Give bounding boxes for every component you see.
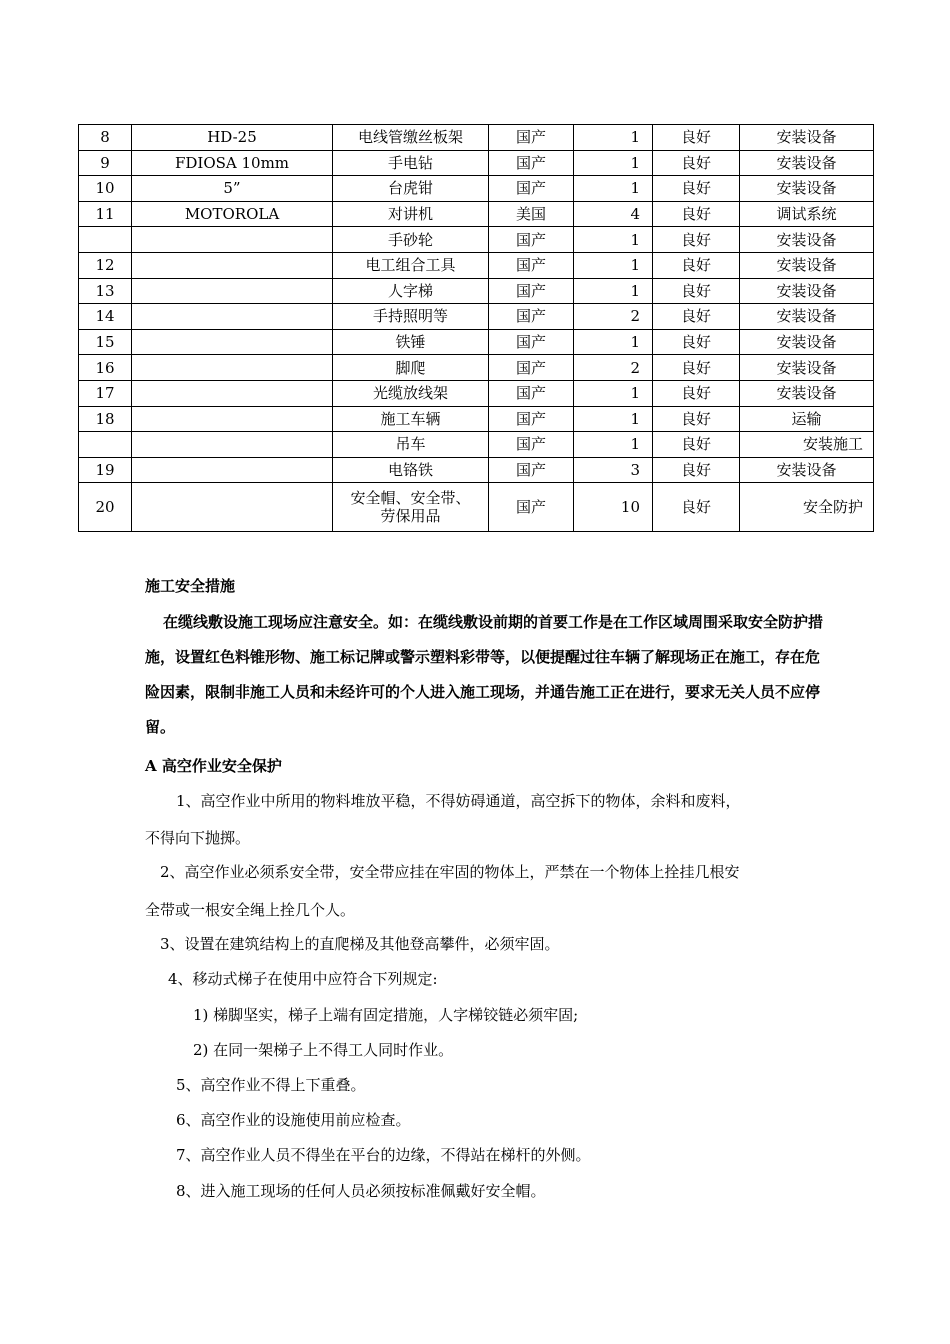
table-row xyxy=(79,380,874,406)
item-4: 4、移动式梯子在使用中应符合下列规定: xyxy=(168,970,438,988)
cell-use: 安装施工 xyxy=(740,432,874,458)
cell-no: 12 xyxy=(79,252,132,278)
equipment-table xyxy=(78,124,874,532)
cell-name: 人字梯 xyxy=(333,278,489,304)
cell-condition: 良好 xyxy=(653,201,740,227)
table-row xyxy=(79,406,874,432)
cell-use: 安装设备 xyxy=(740,457,874,483)
cell-model: FDIOSA 10mm xyxy=(132,150,333,176)
cell-use: 运输 xyxy=(740,406,874,432)
item-4-sub-1: 1) 梯脚坚实，梯子上端有固定措施，人字梯铰链必须牢固; xyxy=(193,1006,579,1024)
cell-name: 手电钻 xyxy=(333,150,489,176)
cell-name: 台虎钳 xyxy=(333,176,489,202)
item-8: 8、进入施工现场的任何人员必须按标准佩戴好安全帽。 xyxy=(176,1182,546,1200)
table-row xyxy=(79,227,874,253)
item-6: 6、高空作业的设施使用前应检查。 xyxy=(176,1111,411,1129)
cell-origin: 国产 xyxy=(489,227,574,253)
table-row xyxy=(79,125,874,151)
cell-qty: 1 xyxy=(574,406,653,432)
cell-model: HD-25 xyxy=(132,125,333,151)
cell-origin: 国产 xyxy=(489,432,574,458)
cell-no: 20 xyxy=(79,483,132,532)
table-row xyxy=(79,304,874,330)
cell-no: 11 xyxy=(79,201,132,227)
section-heading: 施工安全措施 xyxy=(145,577,236,595)
table-row xyxy=(79,201,874,227)
cell-use: 安装设备 xyxy=(740,252,874,278)
cell-use: 调试系统 xyxy=(740,201,874,227)
cell-origin: 国产 xyxy=(489,483,574,532)
cell-name: 对讲机 xyxy=(333,201,489,227)
cell-name: 电工组合工具 xyxy=(333,252,489,278)
cell-origin: 国产 xyxy=(489,380,574,406)
cell-condition: 良好 xyxy=(653,406,740,432)
cell-condition: 良好 xyxy=(653,355,740,381)
item-7: 7、高空作业人员不得坐在平台的边缘，不得站在梯杆的外侧。 xyxy=(176,1146,591,1164)
cell-origin: 国产 xyxy=(489,176,574,202)
cell-origin: 国产 xyxy=(489,150,574,176)
cell-use: 安装设备 xyxy=(740,304,874,330)
cell-qty: 10 xyxy=(574,483,653,532)
cell-qty: 1 xyxy=(574,432,653,458)
cell-model xyxy=(132,483,333,532)
cell-origin: 国产 xyxy=(489,457,574,483)
cell-no: 10 xyxy=(79,176,132,202)
cell-name: 铁锤 xyxy=(333,329,489,355)
cell-origin: 国产 xyxy=(489,304,574,330)
subheading: A 高空作业安全保护 xyxy=(145,757,282,775)
intro-paragraph: 在缆线敷设施工现场应注意安全。如：在缆线敷设前期的首要工作是在工作区域周围采取安全防护措施，设置红色料锥形物、施工标记牌或警示塑料彩带等，以便提醒过往车辆了解现场正在施工，存在危险因素，限制非施工人员和未经许可的个人进入施工现场，并通告施工正在进行，要求无关人员不应停留。 xyxy=(145,613,824,736)
cell-condition: 良好 xyxy=(653,227,740,253)
table-row xyxy=(79,150,874,176)
cell-no: 14 xyxy=(79,304,132,330)
cell-origin: 国产 xyxy=(489,406,574,432)
cell-model: MOTOROLA xyxy=(132,201,333,227)
cell-condition: 良好 xyxy=(653,457,740,483)
cell-qty: 1 xyxy=(574,278,653,304)
cell-model xyxy=(132,227,333,253)
cell-no: 16 xyxy=(79,355,132,381)
cell-model xyxy=(132,278,333,304)
cell-qty: 1 xyxy=(574,329,653,355)
cell-qty: 1 xyxy=(574,227,653,253)
cell-name-line: 劳保用品 xyxy=(380,507,441,526)
cell-qty: 1 xyxy=(574,125,653,151)
cell-name: 手砂轮 xyxy=(333,227,489,253)
cell-model xyxy=(132,406,333,432)
cell-condition: 良好 xyxy=(653,176,740,202)
cell-origin: 国产 xyxy=(489,125,574,151)
cell-qty: 2 xyxy=(574,304,653,330)
cell-origin: 美国 xyxy=(489,201,574,227)
table-row xyxy=(79,355,874,381)
cell-qty: 2 xyxy=(574,355,653,381)
cell-no: 17 xyxy=(79,380,132,406)
cell-condition: 良好 xyxy=(653,304,740,330)
cell-no: 13 xyxy=(79,278,132,304)
cell-model xyxy=(132,432,333,458)
cell-qty: 1 xyxy=(574,150,653,176)
cell-condition: 良好 xyxy=(653,150,740,176)
table-row xyxy=(79,278,874,304)
cell-name: 手持照明等 xyxy=(333,304,489,330)
cell-qty: 3 xyxy=(574,457,653,483)
cell-use: 安装设备 xyxy=(740,278,874,304)
cell-condition: 良好 xyxy=(653,380,740,406)
item-1-line-1: 1、高空作业中所用的物料堆放平稳，不得妨碍通道，高空拆下的物体，余料和废料， xyxy=(176,792,741,810)
cell-name: 脚爬 xyxy=(333,355,489,381)
cell-origin: 国产 xyxy=(489,278,574,304)
cell-condition: 良好 xyxy=(653,125,740,151)
cell-no: 8 xyxy=(79,125,132,151)
cell-origin: 国产 xyxy=(489,355,574,381)
cell-use: 安装设备 xyxy=(740,150,874,176)
cell-no: 9 xyxy=(79,150,132,176)
item-2-line-2: 全带或一根安全绳上拴几个人。 xyxy=(145,901,356,919)
cell-use: 安装设备 xyxy=(740,176,874,202)
table-row xyxy=(79,483,874,532)
cell-no: 19 xyxy=(79,457,132,483)
table-row xyxy=(79,176,874,202)
table-row xyxy=(79,252,874,278)
cell-qty: 1 xyxy=(574,380,653,406)
cell-no: 18 xyxy=(79,406,132,432)
cell-model xyxy=(132,329,333,355)
cell-no: 15 xyxy=(79,329,132,355)
cell-model xyxy=(132,304,333,330)
item-5: 5、高空作业不得上下重叠。 xyxy=(176,1076,366,1094)
cell-use: 安装设备 xyxy=(740,227,874,253)
cell-qty: 1 xyxy=(574,252,653,278)
cell-model xyxy=(132,380,333,406)
cell-origin: 国产 xyxy=(489,329,574,355)
table-row xyxy=(79,457,874,483)
table-row xyxy=(79,329,874,355)
cell-no xyxy=(79,227,132,253)
equipment-table-body xyxy=(79,125,874,532)
cell-name: 电铬铁 xyxy=(333,457,489,483)
cell-use: 安装设备 xyxy=(740,380,874,406)
cell-model xyxy=(132,457,333,483)
cell-model xyxy=(132,355,333,381)
cell-qty: 1 xyxy=(574,176,653,202)
cell-condition: 良好 xyxy=(653,252,740,278)
cell-origin: 国产 xyxy=(489,252,574,278)
cell-condition: 良好 xyxy=(653,278,740,304)
cell-name: 施工车辆 xyxy=(333,406,489,432)
item-4-sub-2: 2) 在同一架梯子上不得工人同时作业。 xyxy=(193,1041,454,1059)
cell-use: 安装设备 xyxy=(740,125,874,151)
item-2-line-1: 2、高空作业必须系安全带，安全带应挂在牢固的物体上，严禁在一个物体上拴挂几根安 xyxy=(160,863,740,881)
cell-name: 电线管缴丝板架 xyxy=(333,125,489,151)
cell-name: 光缆放线架 xyxy=(333,380,489,406)
cell-model xyxy=(132,252,333,278)
cell-name: 吊车 xyxy=(333,432,489,458)
cell-condition: 良好 xyxy=(653,329,740,355)
item-3: 3、设置在建筑结构上的直爬梯及其他登高攀件，必须牢固。 xyxy=(160,935,560,953)
cell-qty: 4 xyxy=(574,201,653,227)
cell-condition: 良好 xyxy=(653,483,740,532)
cell-use: 安装设备 xyxy=(740,329,874,355)
cell-use: 安装设备 xyxy=(740,355,874,381)
cell-name-line: 安全帽、安全带、 xyxy=(350,489,471,508)
cell-no xyxy=(79,432,132,458)
cell-condition: 良好 xyxy=(653,432,740,458)
table-row xyxy=(79,432,874,458)
item-1-line-2: 不得向下抛掷。 xyxy=(145,829,251,847)
cell-name xyxy=(333,483,489,532)
cell-model: 5” xyxy=(132,176,333,202)
cell-use: 安全防护 xyxy=(740,483,874,532)
